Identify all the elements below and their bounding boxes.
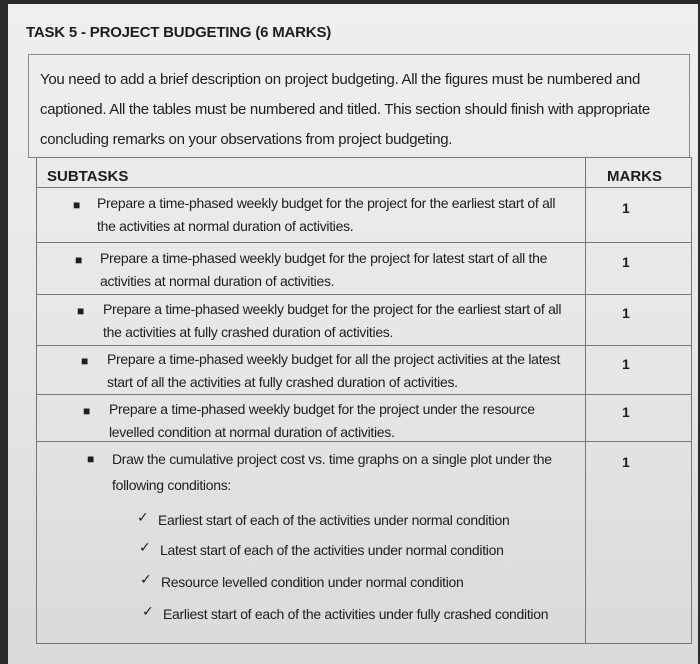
subtask-row-2: Prepare a time-phased weekly budget for the project for latest start of all the activities at normal duration of activities.	[100, 250, 548, 289]
bullet-icon: ■	[81, 354, 89, 368]
bullet-icon: ■	[75, 253, 83, 267]
row-divider	[37, 187, 691, 188]
bullet-icon: ■	[77, 304, 85, 318]
check-icon: ✓	[137, 509, 149, 525]
subtask-mark-1: 1	[622, 200, 630, 216]
check-icon: ✓	[140, 571, 152, 587]
row-divider	[37, 294, 691, 295]
check-icon: ✓	[142, 603, 154, 619]
row-divider	[37, 394, 691, 395]
subtasks-table	[36, 157, 692, 644]
bullet-icon: ■	[83, 404, 91, 418]
task-description: You need to add a brief description on project budgeting. All the figures must be numbered and captioned. All the tables must be numbered and titled. This section should finish with appropriate concluding remarks on your observations from project budgeting.	[28, 54, 690, 158]
marks-header: MARKS	[607, 168, 662, 185]
task-title: TASK 5 - PROJECT BUDGETING (6 MARKS)	[26, 24, 332, 41]
subtask-row-5: Prepare a time-phased weekly budget for the project under the resource levelled condition at normal duration of activities.	[109, 401, 535, 440]
condition-item-3: Resource levelled condition under normal condition	[161, 574, 464, 590]
condition-item-4: Earliest start of each of the activities under fully crashed condition	[163, 606, 549, 622]
subtask-mark-6: 1	[622, 454, 630, 470]
subtask-row-6: Draw the cumulative project cost vs. time graphs on a single plot under the following conditions:	[112, 451, 552, 493]
condition-item-2: Latest start of each of the activities under normal condition	[160, 542, 504, 558]
subtask-mark-3: 1	[622, 305, 630, 321]
subtask-mark-4: 1	[622, 356, 630, 372]
subtask-row-3: Prepare a time-phased weekly budget for the project for the earliest start of all the activities at fully crashed duration of activities.	[103, 301, 562, 340]
bullet-icon: ■	[87, 452, 95, 466]
subtask-row-1: Prepare a time-phased weekly budget for the project for the earliest start of all the activities at normal duration of activities.	[97, 195, 556, 234]
column-divider	[585, 158, 586, 643]
subtasks-header: SUBTASKS	[47, 168, 129, 185]
bullet-icon: ■	[73, 198, 81, 212]
check-icon: ✓	[139, 539, 151, 555]
document-page	[8, 4, 698, 664]
subtask-mark-5: 1	[622, 404, 630, 420]
subtask-mark-2: 1	[622, 254, 630, 270]
row-divider	[37, 345, 691, 346]
subtask-row-4: Prepare a time-phased weekly budget for all the project activities at the latest start of all the activities at fully crashed duration of activities.	[107, 351, 561, 390]
condition-item-1: Earliest start of each of the activities under normal condition	[158, 512, 510, 528]
row-divider	[37, 242, 691, 243]
